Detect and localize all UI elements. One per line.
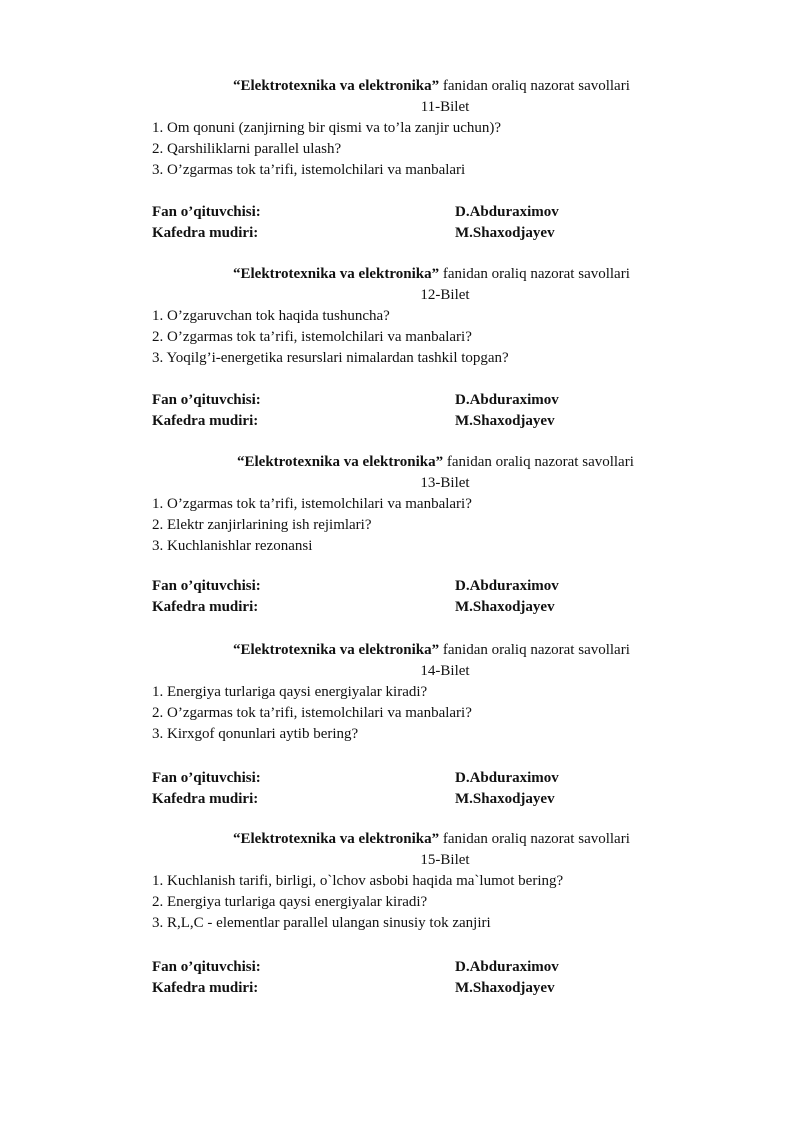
ticket-question: 1. Om qonuni (zanjirning bir qismi va to’la zanjir uchun)? <box>152 120 502 136</box>
ticket-title <box>233 76 630 97</box>
head-label: Kafedra mudiri: <box>152 980 259 996</box>
ticket-title-rest: fanidan oraliq nazorat savollari <box>439 831 630 847</box>
teacher-name: D.Abduraximov <box>455 770 559 786</box>
teacher-label: Fan o’qituvchisi: <box>152 392 261 408</box>
teacher-label: Fan o’qituvchisi: <box>152 959 261 975</box>
ticket-title-rest: fanidan oraliq nazorat savollari <box>439 642 630 658</box>
ticket-number: 13-Bilet <box>420 475 470 491</box>
ticket-number: 15-Bilet <box>420 852 470 868</box>
ticket-question: 2. Qarshiliklarni parallel ulash? <box>152 141 342 157</box>
head-label: Kafedra mudiri: <box>152 791 259 807</box>
head-label: Kafedra mudiri: <box>152 413 259 429</box>
teacher-label: Fan o’qituvchisi: <box>152 578 261 594</box>
ticket-question: 2. Elektr zanjirlarining ish rejimlari? <box>152 517 372 533</box>
ticket-title-rest: fanidan oraliq nazorat savollari <box>443 454 634 470</box>
ticket-question: 2. O’zgarmas tok ta’rifi, istemolchilari va manbalari? <box>152 705 472 721</box>
ticket-title-rest: fanidan oraliq nazorat savollari <box>439 266 630 282</box>
ticket-subject: “Elektrotexnika va elektronika” <box>233 78 440 94</box>
ticket-question: 1. O’zgaruvchan tok haqida tushuncha? <box>152 308 390 324</box>
ticket-subject: “Elektrotexnika va elektronika” <box>233 266 440 282</box>
ticket-question: 3. Yoqilg’i-energetika resurslari nimalardan tashkil topgan? <box>152 350 509 366</box>
ticket-subject: “Elektrotexnika va elektronika” <box>233 831 440 847</box>
teacher-name: D.Abduraximov <box>455 204 559 220</box>
teacher-label: Fan o’qituvchisi: <box>152 770 261 786</box>
ticket-title <box>233 829 630 850</box>
head-name: M.Shaxodjayev <box>455 413 555 429</box>
teacher-label: Fan o’qituvchisi: <box>152 204 261 220</box>
ticket-title <box>237 452 634 473</box>
ticket-question: 3. Kuchlanishlar rezonansi <box>152 538 313 554</box>
ticket-question: 1. Energiya turlariga qaysi energiyalar kiradi? <box>152 684 428 700</box>
ticket-question: 1. Kuchlanish tarifi, birligi, o`lchov asbobi haqida ma`lumot bering? <box>152 873 564 889</box>
teacher-name: D.Abduraximov <box>455 578 559 594</box>
ticket-title <box>233 640 630 661</box>
head-name: M.Shaxodjayev <box>455 599 555 615</box>
ticket-number: 12-Bilet <box>420 287 470 303</box>
ticket-question: 1. O’zgarmas tok ta’rifi, istemolchilari va manbalari? <box>152 496 472 512</box>
head-name: M.Shaxodjayev <box>455 225 555 241</box>
head-name: M.Shaxodjayev <box>455 791 555 807</box>
ticket-question: 2. O’zgarmas tok ta’rifi, istemolchilari va manbalari? <box>152 329 472 345</box>
ticket-title <box>233 264 630 285</box>
head-label: Kafedra mudiri: <box>152 599 259 615</box>
teacher-name: D.Abduraximov <box>455 959 559 975</box>
ticket-number: 14-Bilet <box>420 663 470 679</box>
teacher-name: D.Abduraximov <box>455 392 559 408</box>
head-label: Kafedra mudiri: <box>152 225 259 241</box>
ticket-question: 2. Energiya turlariga qaysi energiyalar kiradi? <box>152 894 428 910</box>
ticket-title-rest: fanidan oraliq nazorat savollari <box>439 78 630 94</box>
ticket-subject: “Elektrotexnika va elektronika” <box>233 642 440 658</box>
ticket-question: 3. O’zgarmas tok ta’rifi, istemolchilari va manbalari <box>152 162 466 178</box>
ticket-question: 3. R,L,C - elementlar parallel ulangan sinusiy tok zanjiri <box>152 915 491 931</box>
ticket-subject: “Elektrotexnika va elektronika” <box>237 454 444 470</box>
ticket-question: 3. Kirxgof qonunlari aytib bering? <box>152 726 359 742</box>
ticket-number: 11-Bilet <box>420 99 470 115</box>
head-name: M.Shaxodjayev <box>455 980 555 996</box>
